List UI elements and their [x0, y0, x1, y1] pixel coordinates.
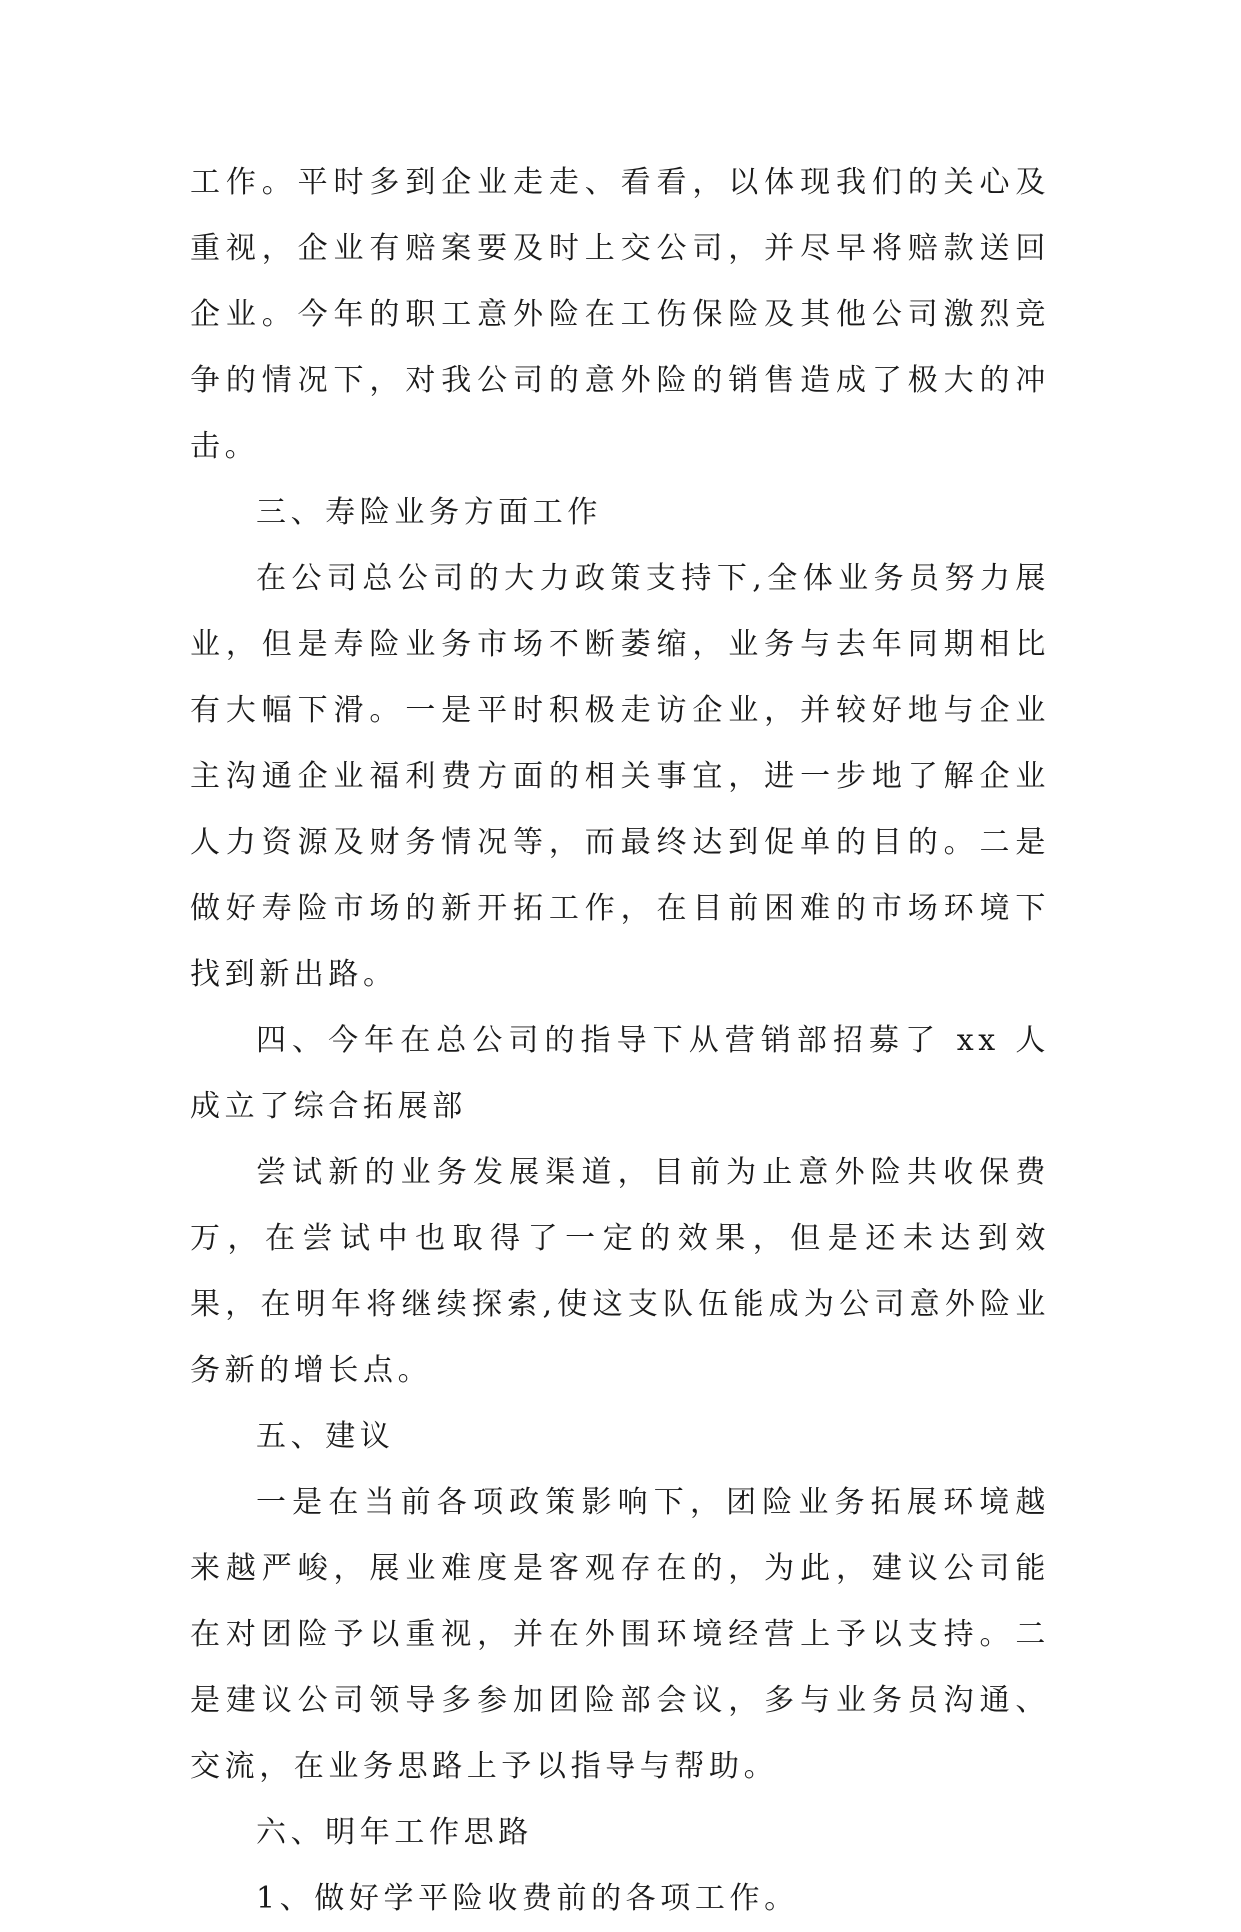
section-heading-suggestions: 五、建议: [256, 1419, 395, 1454]
list-item-plan-1: 1、做好学平险收费前的各项工作。: [256, 1881, 799, 1916]
section-heading-next-year-plan: 六、明年工作思路: [256, 1815, 533, 1850]
section-heading-life-insurance: 三、寿险业务方面工作: [256, 495, 602, 530]
document-body: [190, 150, 1050, 1932]
section-heading-expansion-dept: 四、今年在总公司的指导下从营销部招募了 xx 人成立了综合拓展部: [190, 1023, 1050, 1124]
paragraph-expansion-dept: 尝试新的业务发展渠道，目前为止意外险共收保费万，在尝试中也取得了一定的效果，但是还未达到效果，在明年将继续探索,使这支队伍能成为公司意外险业务新的增长点。: [190, 1155, 1050, 1388]
paragraph-life-insurance: 在公司总公司的大力政策支持下,全体业务员努力展业，但是寿险业务市场不断萎缩，业务与去年同期相比有大幅下滑。一是平时积极走访企业，并较好地与企业主沟通企业福利费方面的相关事宜，进一步地了解企业人力资源及财务情况等，而最终达到促单的目的。二是做好寿险市场的新开拓工作，在目前困难的市场环境下找到新出路。: [190, 561, 1050, 992]
paragraph-suggestions: 一是在当前各项政策影响下，团险业务拓展环境越来越严峻，展业难度是客观存在的，为此，建议公司能在对团险予以重视，并在外围环境经营上予以支持。二是建议公司领导多参加团险部会议，多与业务员沟通、交流，在业务思路上予以指导与帮助。: [190, 1485, 1050, 1784]
paragraph-continuation: 工作。平时多到企业走走、看看，以体现我们的关心及重视，企业有赔案要及时上交公司，并尽早将赔款送回企业。今年的职工意外险在工伤保险及其他公司激烈竞争的情况下，对我公司的意外险的销售造成了极大的冲击。: [190, 165, 1050, 464]
